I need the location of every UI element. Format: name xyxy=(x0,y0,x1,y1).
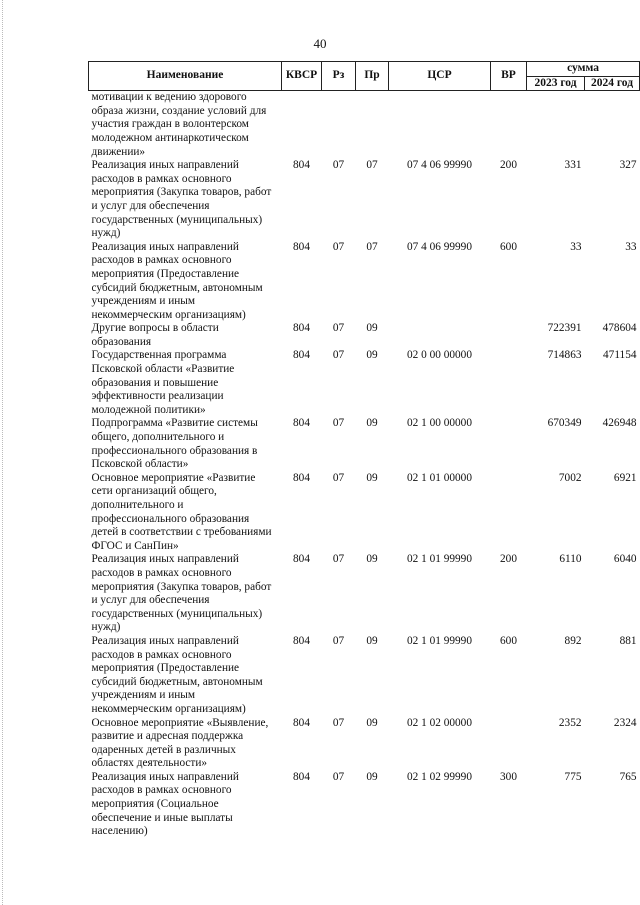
row-pr: 07 xyxy=(366,240,378,253)
row-kvsr: 804 xyxy=(293,770,310,783)
row-vr xyxy=(491,91,527,159)
table-header xyxy=(89,62,640,91)
table-row xyxy=(89,771,640,839)
row-vr: 600 xyxy=(500,240,517,253)
scan-margin-line xyxy=(2,0,5,905)
row-kvsr: 804 xyxy=(293,240,310,253)
row-name: Подпрограмма «Развитие системы общего, дополнительного и профессионального образования в Псковской области» xyxy=(91,417,258,471)
table-row xyxy=(89,635,640,717)
row-pr: 09 xyxy=(366,322,378,335)
table-row xyxy=(89,717,640,771)
row-sum-2023 xyxy=(527,91,585,159)
header-csr: ЦСР xyxy=(389,62,491,91)
row-name: мотивации к ведению здорового образа жизни, создание условий для участия граждан в волонтерском молодежном антинаркотическом движении» xyxy=(91,91,267,158)
row-sum-2024: 327 xyxy=(619,159,637,172)
row-kvsr xyxy=(282,91,322,159)
row-csr: 02 1 02 99990 xyxy=(407,770,472,783)
row-rz: 07 xyxy=(332,716,345,729)
row-kvsr: 804 xyxy=(293,471,310,484)
header-rz: Рз xyxy=(322,62,356,91)
row-csr: 02 1 02 00000 xyxy=(407,716,472,729)
row-kvsr: 804 xyxy=(293,417,310,430)
row-pr: 09 xyxy=(366,417,378,430)
row-name: Основное мероприятие «Выявление, развитие и адресная поддержка одаренных детей в различных областях деятельности» xyxy=(91,716,269,770)
row-sum-2024: 6040 xyxy=(613,553,637,566)
row-csr: 02 0 00 00000 xyxy=(407,349,472,362)
header-pr: Пр xyxy=(356,62,389,91)
row-pr xyxy=(356,91,389,159)
header-kvsr: КВСР xyxy=(282,62,322,91)
header-sum: сумма xyxy=(527,62,640,77)
row-name: Реализация иных направлений расходов в рамках основного мероприятия (Социальное обеспечение и иные выплаты населению) xyxy=(91,770,239,838)
row-pr: 09 xyxy=(366,349,378,362)
row-rz: 07 xyxy=(332,159,345,172)
row-name: Реализация иных направлений расходов в рамках основного мероприятия (Закупка товаров, работ и услуг для обеспечения государственных (муниципальных) нужд) xyxy=(91,159,272,240)
row-pr: 09 xyxy=(366,553,378,566)
row-sum-2023: 331 xyxy=(564,159,582,172)
page-number: 40 xyxy=(313,36,327,51)
row-rz: 07 xyxy=(332,770,345,783)
row-sum-2024: 6921 xyxy=(613,471,637,484)
row-csr: 02 1 01 00000 xyxy=(407,471,472,484)
row-kvsr: 804 xyxy=(293,716,310,729)
row-sum-2023: 775 xyxy=(564,770,582,783)
row-rz: 07 xyxy=(332,322,345,335)
row-name: Реализация иных направлений расходов в рамках основного мероприятия (Закупка товаров, работ и услуг для обеспечения государственных (муниципальных) нужд) xyxy=(91,553,272,634)
row-csr xyxy=(389,322,491,349)
row-rz: 07 xyxy=(332,240,345,253)
table-row xyxy=(89,322,640,349)
budget-table xyxy=(88,61,640,839)
row-pr: 09 xyxy=(366,770,378,783)
row-sum-2024: 2324 xyxy=(613,716,637,729)
row-sum-2024: 765 xyxy=(619,770,637,783)
row-vr xyxy=(491,472,527,554)
row-csr: 02 1 01 99990 xyxy=(407,553,472,566)
table-row xyxy=(89,159,640,241)
row-rz: 07 xyxy=(332,417,345,430)
row-vr: 200 xyxy=(500,553,517,566)
row-sum-2023: 7002 xyxy=(558,471,582,484)
table-row xyxy=(89,91,640,159)
row-rz: 07 xyxy=(332,553,345,566)
row-vr: 600 xyxy=(500,634,517,647)
row-sum-2023: 722391 xyxy=(547,322,582,335)
row-kvsr: 804 xyxy=(293,159,310,172)
row-csr xyxy=(389,91,491,159)
row-sum-2023: 2352 xyxy=(558,716,582,729)
row-sum-2024: 426948 xyxy=(602,417,637,430)
row-name: Основное мероприятие «Развитие сети организаций общего, дополнительного и профессионального образования детей в соответствии с требованиями ФГОС и СанПин» xyxy=(91,471,272,552)
table-row xyxy=(89,553,640,635)
row-name: Реализация иных направлений расходов в рамках основного мероприятия (Предоставление субсидий бюджетным, автономным учреждениям и иным некоммерческим организациям) xyxy=(91,634,263,715)
row-vr xyxy=(491,349,527,417)
row-name: Другие вопросы в области образования xyxy=(91,322,219,348)
table-row xyxy=(89,472,640,554)
row-sum-2024: 33 xyxy=(625,240,637,253)
header-vr: ВР xyxy=(491,62,527,91)
row-vr xyxy=(491,322,527,349)
row-csr: 02 1 01 99990 xyxy=(407,634,472,647)
table-body xyxy=(89,91,640,839)
row-sum-2023: 670349 xyxy=(547,417,582,430)
row-sum-2023: 892 xyxy=(564,634,582,647)
row-name: Государственная программа Псковской области «Развитие образования и повышение эффективности реализации молодежной политики» xyxy=(91,349,235,416)
row-sum-2024 xyxy=(585,91,640,159)
row-vr xyxy=(491,417,527,471)
row-csr: 02 1 00 00000 xyxy=(407,417,472,430)
row-vr xyxy=(491,717,527,771)
table-row xyxy=(89,417,640,471)
row-name: Реализация иных направлений расходов в рамках основного мероприятия (Предоставление субсидий бюджетным, автономным учреждениям и иным некоммерческим организациям) xyxy=(91,240,263,321)
row-rz: 07 xyxy=(332,634,345,647)
row-rz: 07 xyxy=(332,349,345,362)
row-kvsr: 804 xyxy=(293,349,310,362)
row-vr: 300 xyxy=(500,770,517,783)
row-rz: 07 xyxy=(332,471,345,484)
row-sum-2023: 714863 xyxy=(547,349,582,362)
row-kvsr: 804 xyxy=(293,553,310,566)
row-pr: 09 xyxy=(366,471,378,484)
row-csr: 07 4 06 99990 xyxy=(407,240,472,253)
header-year-2024: 2024 год xyxy=(585,76,640,91)
table-row xyxy=(89,241,640,323)
row-kvsr: 804 xyxy=(293,634,310,647)
header-name: Наименование xyxy=(89,62,282,91)
header-year-2023: 2023 год xyxy=(527,76,585,91)
row-sum-2024: 478604 xyxy=(602,322,637,335)
row-sum-2024: 471154 xyxy=(603,349,637,362)
row-kvsr: 804 xyxy=(293,322,310,335)
table-row xyxy=(89,349,640,417)
row-pr: 07 xyxy=(366,159,378,172)
row-csr: 07 4 06 99990 xyxy=(407,159,472,172)
row-sum-2023: 33 xyxy=(570,240,582,253)
row-vr: 200 xyxy=(500,159,517,172)
row-sum-2024: 881 xyxy=(619,634,637,647)
row-pr: 09 xyxy=(366,634,378,647)
row-rz xyxy=(322,91,356,159)
row-pr: 09 xyxy=(366,716,378,729)
row-sum-2023: 6110 xyxy=(559,553,582,566)
